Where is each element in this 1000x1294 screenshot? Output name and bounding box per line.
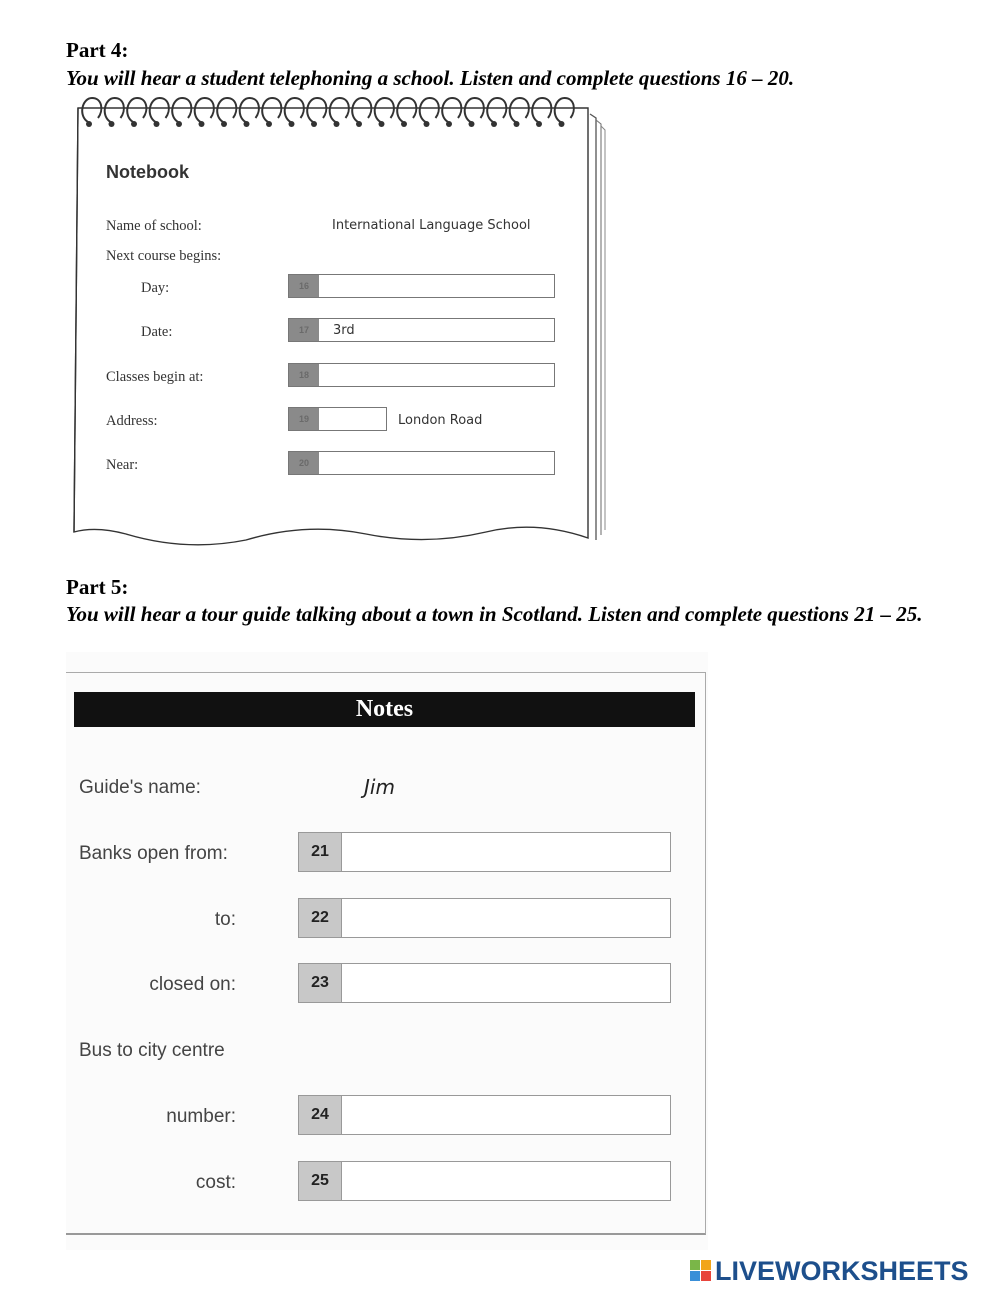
answer-field-23[interactable] <box>298 963 671 1003</box>
notebook-title: Notebook <box>106 162 189 182</box>
spiral-hole <box>334 121 340 127</box>
question-number-19: 19 <box>289 408 319 430</box>
question-number-21: 21 <box>299 833 342 871</box>
address-label: Address: <box>106 413 158 429</box>
part5-title: Part 5: <box>66 575 129 599</box>
answer-input-20[interactable] <box>319 452 554 474</box>
spiral-hole <box>379 121 385 127</box>
near-label: Near: <box>106 457 139 473</box>
next-course-label: Next course begins: <box>106 248 222 264</box>
spiral-hole <box>176 121 182 127</box>
answer-input-19[interactable] <box>319 408 386 430</box>
spiral-hole <box>446 121 452 127</box>
question-number-23: 23 <box>299 964 342 1002</box>
answer-input-24[interactable] <box>342 1096 670 1134</box>
question-number-20: 20 <box>289 452 319 474</box>
spiral-hole <box>356 121 362 127</box>
answer-field-25[interactable] <box>298 1161 671 1201</box>
date-value: 3rd <box>333 323 355 338</box>
cost-label: cost: <box>195 1172 236 1193</box>
question-number-25: 25 <box>299 1162 342 1200</box>
part4-instruction: You will hear a student telephoning a school. Listen and complete questions 16 – 20. <box>66 66 795 90</box>
bus-label: Bus to city centre <box>79 1040 225 1061</box>
spiral-hole <box>469 121 475 127</box>
liveworksheets-logo-text: LIVEWORKSHEETS <box>715 1255 969 1286</box>
question-number-24: 24 <box>299 1096 342 1134</box>
guide-label: Guide's name: <box>79 777 201 798</box>
spiral-hole <box>289 121 295 127</box>
date-label: Date: <box>141 324 173 340</box>
question-number-16: 16 <box>289 275 319 297</box>
spiral-hole <box>536 121 542 127</box>
spiral-hole <box>311 121 317 127</box>
spiral-hole <box>514 121 520 127</box>
liveworksheets-logo <box>690 1256 969 1286</box>
answer-input-16[interactable] <box>319 275 554 297</box>
spiral-hole <box>154 121 160 127</box>
question-number-18: 18 <box>289 364 319 386</box>
answer-field-18[interactable] <box>288 363 555 387</box>
spiral-hole <box>401 121 407 127</box>
spiral-hole <box>491 121 497 127</box>
spiral-hole <box>109 121 115 127</box>
banks-from-label: Banks open from: <box>79 843 228 864</box>
spiral-hole <box>266 121 272 127</box>
answer-field-22[interactable] <box>298 898 671 938</box>
notebook-illustration <box>66 90 616 572</box>
answer-field-24[interactable] <box>298 1095 671 1135</box>
spiral-hole <box>221 121 227 127</box>
answer-field-20[interactable] <box>288 451 555 475</box>
school-label: Name of school: <box>106 218 202 234</box>
spiral-hole <box>424 121 430 127</box>
answer-input-25[interactable] <box>342 1162 670 1200</box>
address-suffix: London Road <box>398 413 483 428</box>
notes-frame <box>66 672 706 1235</box>
to-label: to: <box>214 909 236 930</box>
answer-field-19[interactable] <box>288 407 387 431</box>
part5-instruction: You will hear a tour guide talking about a town in Scotland. Listen and complete questions 21 – 25. <box>66 602 923 626</box>
answer-input-18[interactable] <box>319 364 554 386</box>
notes-card <box>66 652 708 1250</box>
notes-header: Notes <box>74 692 695 727</box>
answer-field-17 <box>288 318 555 342</box>
question-number-22: 22 <box>299 899 342 937</box>
spiral-hole <box>131 121 137 127</box>
answer-input-23[interactable] <box>342 964 670 1002</box>
spiral-hole <box>199 121 205 127</box>
day-label: Day: <box>141 280 170 296</box>
answer-input-22[interactable] <box>342 899 670 937</box>
classes-label: Classes begin at: <box>106 369 204 385</box>
answer-input-21[interactable] <box>342 833 670 871</box>
spiral-hole <box>559 121 565 127</box>
spiral-hole <box>86 121 92 127</box>
spiral-hole <box>244 121 250 127</box>
answer-field-16[interactable] <box>288 274 555 298</box>
guide-value: Jim <box>364 775 395 799</box>
number-label: number: <box>166 1106 236 1127</box>
closed-label: closed on: <box>149 974 236 995</box>
question-number-17: 17 <box>289 319 319 341</box>
liveworksheets-logo-icon <box>690 1260 712 1282</box>
part4-title: Part 4: <box>66 38 129 62</box>
answer-field-21[interactable] <box>298 832 671 872</box>
school-value: International Language School <box>332 218 531 233</box>
